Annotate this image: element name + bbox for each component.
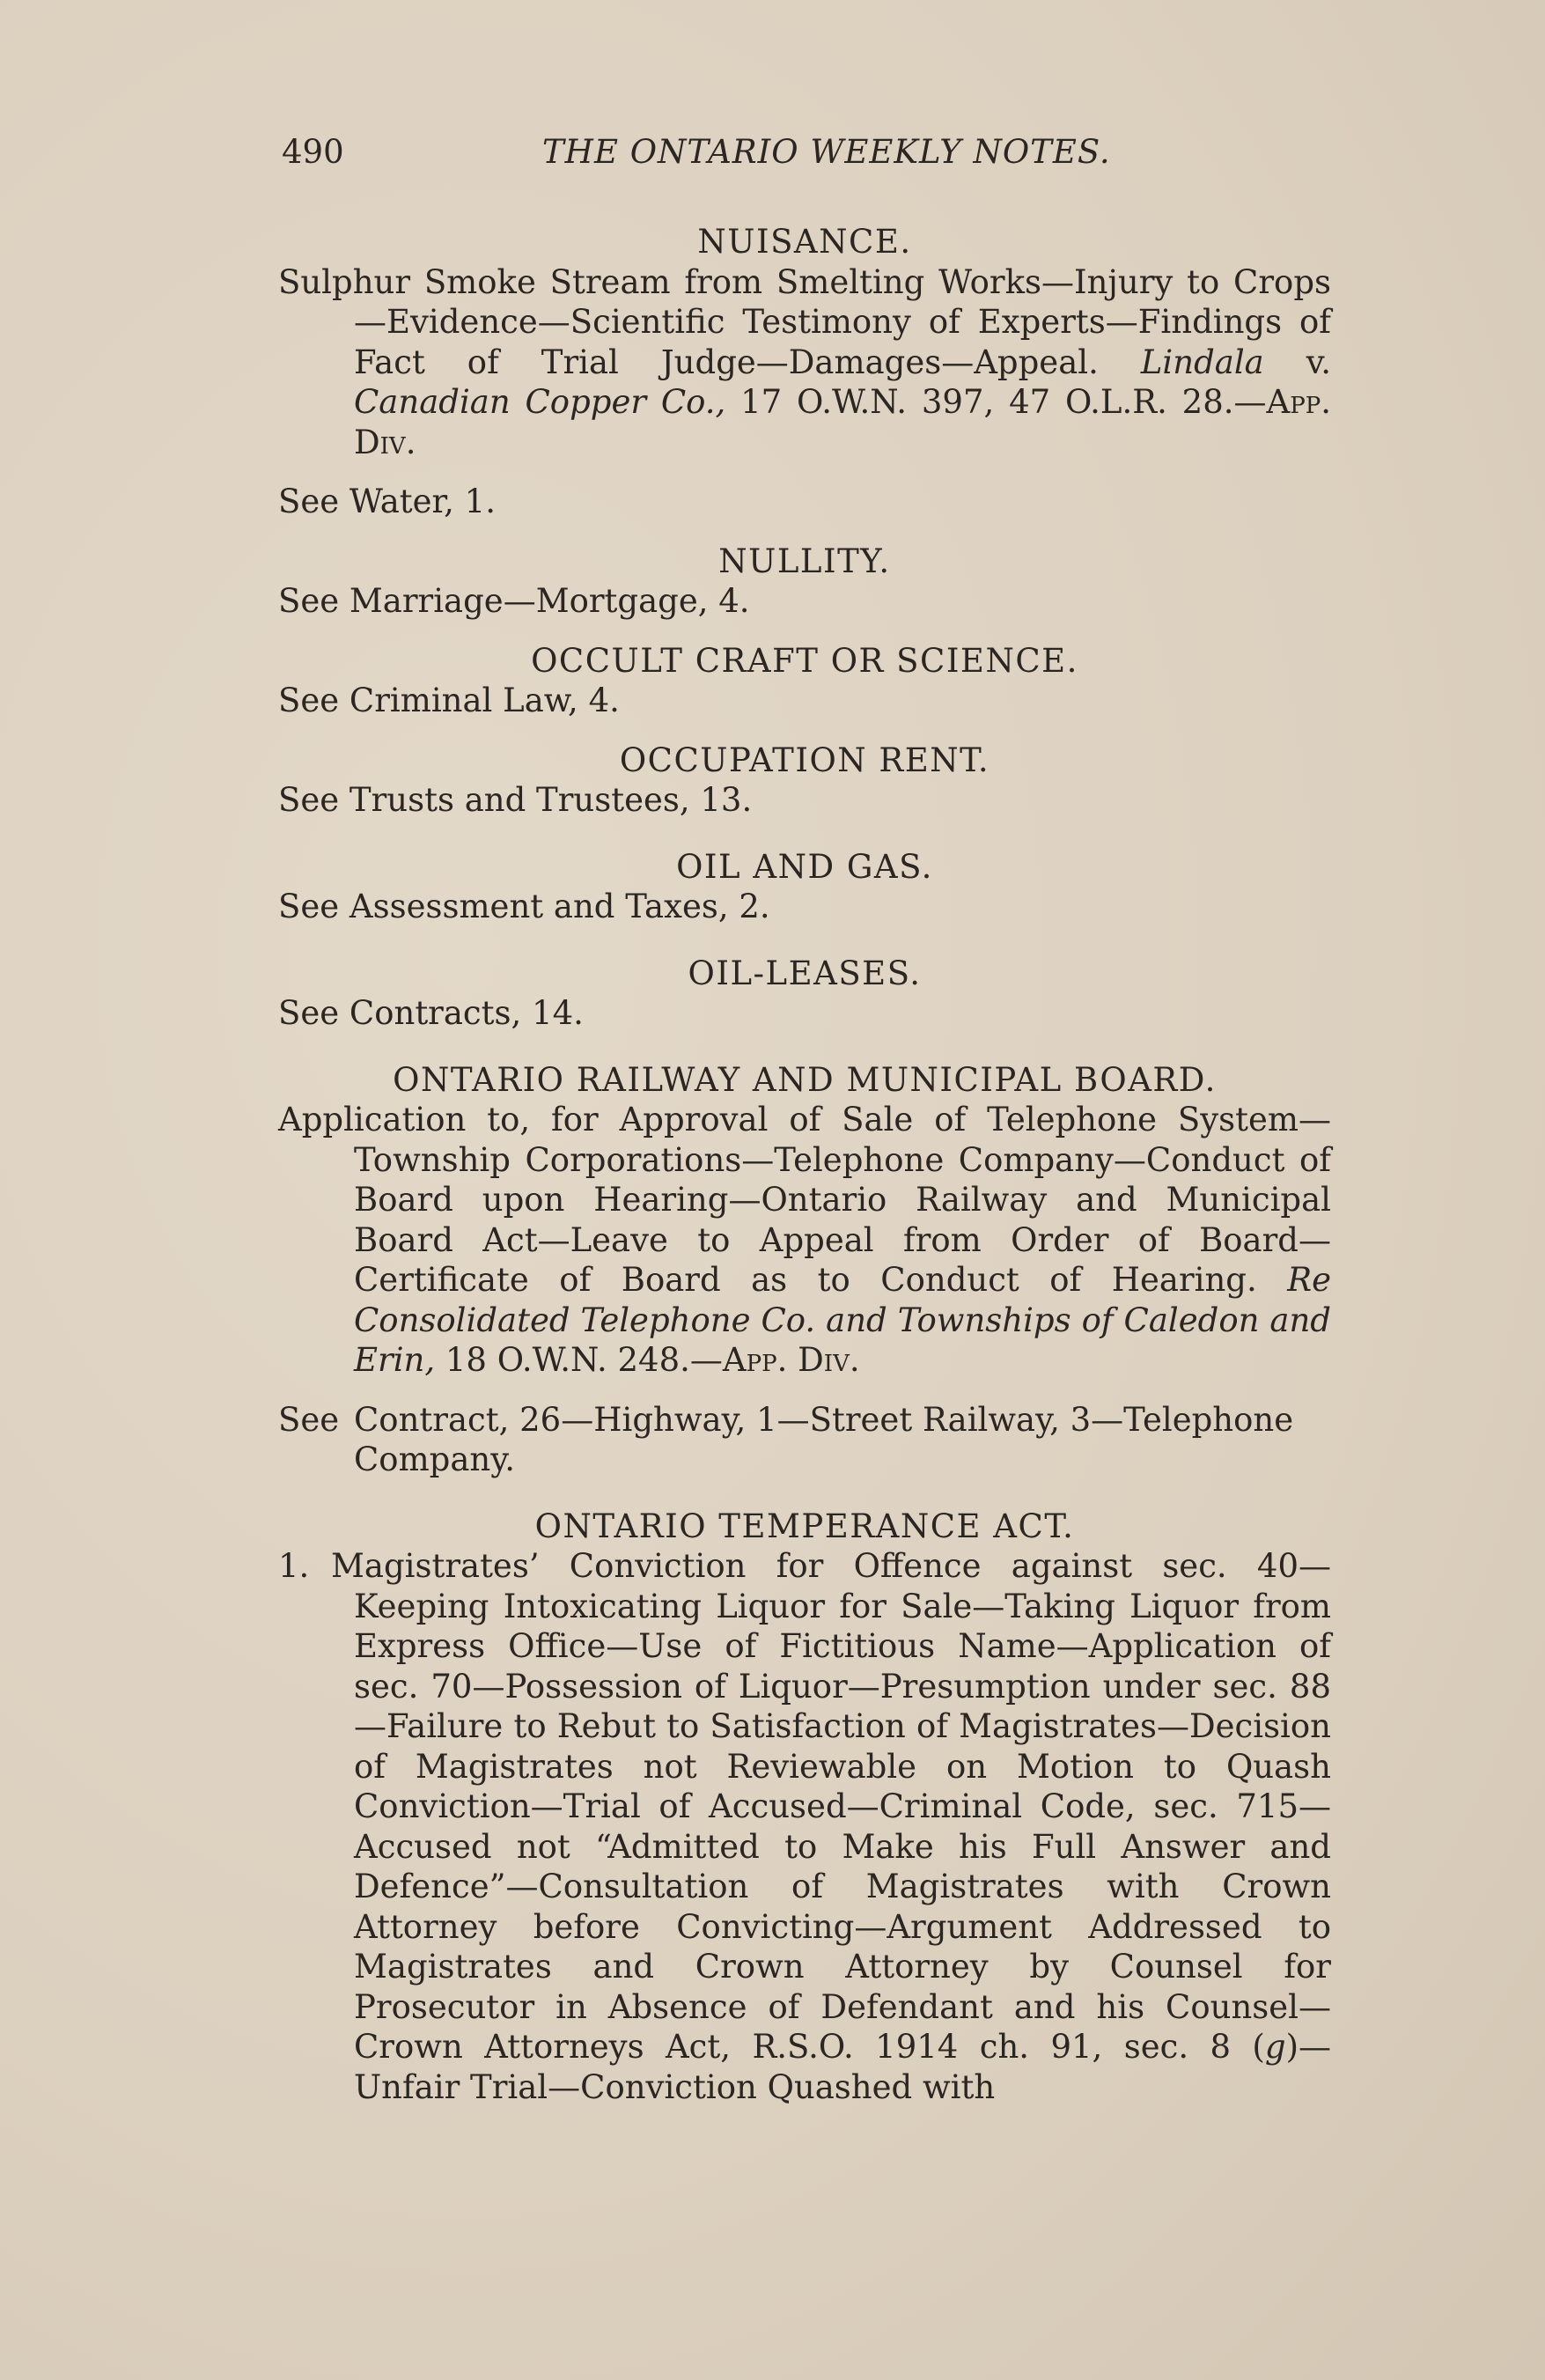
case-name-2: Canadian Copper Co., xyxy=(354,383,726,421)
heading-nullity: NULLITY. xyxy=(718,542,891,580)
heading-temperance: ONTARIO TEMPERANCE ACT. xyxy=(534,1507,1075,1545)
case-name: Re Consolidated Telephone Co. and Townships of Caledon and Erin, xyxy=(354,1261,1331,1379)
see-oil-leases: See Contracts, 14. xyxy=(278,994,584,1032)
page-number: 490 xyxy=(282,133,344,171)
versus: v. xyxy=(1263,343,1331,381)
entry-italic: g xyxy=(1264,2028,1286,2066)
court: App. Div. xyxy=(722,1341,860,1379)
see-nuisance: See Water, 1. xyxy=(278,483,496,520)
entry-nuisance xyxy=(278,262,1331,463)
see-oil-gas: See Assessment and Taxes, 2. xyxy=(278,888,770,925)
heading-occult: OCCULT CRAFT OR SCIENCE. xyxy=(531,641,1078,680)
see-occupation-rent: See Trusts and Trustees, 13. xyxy=(278,781,753,819)
see-word: See xyxy=(278,1400,340,1439)
running-head xyxy=(278,132,1331,185)
entry-text: Sulphur Smoke Stream from Smelting Works—Injury to Crops—Evidence—Scientific Testimony of Experts—Findings of Fact of Trial Judge—Damages—Appeal. xyxy=(278,262,1331,381)
see-nullity: See Marriage—Mortgage, 4. xyxy=(278,582,750,620)
heading-ontario-board: ONTARIO RAILWAY AND MUNICIPAL BOARD. xyxy=(393,1060,1217,1099)
see-occult: See Criminal Law, 4. xyxy=(278,682,620,719)
case-name: Lindala xyxy=(1140,343,1264,381)
heading-occupation-rent: OCCUPATION RENT. xyxy=(619,741,990,779)
entry-temperance-1 xyxy=(278,1546,1331,2107)
item-body xyxy=(331,1546,1331,2107)
citation: 17 O.W.N. 397, 47 O.L.R. 28.— xyxy=(725,383,1267,421)
item-number: 1. xyxy=(278,1547,310,1585)
running-title: THE ONTARIO WEEKLY NOTES. xyxy=(542,133,1111,171)
entry-text-end: )—Unfair Trial—Conviction Quashed with xyxy=(354,2028,1331,2106)
entry-text: Application to, for Approval of Sale of Telephone System—Township Corporations—Telephone Company—Conduct of Board upon Hearing—Ontario Railway and Municipal Board Act—Leave to Appeal from Order of Board—Certificate of Board as to Conduct of Hearing. xyxy=(278,1101,1331,1299)
page xyxy=(278,132,1331,2107)
citation: 18 O.W.N. 248.— xyxy=(435,1341,723,1379)
heading-nuisance: NUISANCE. xyxy=(697,223,912,261)
see-text: Contract, 26—Highway, 1—Street Railway, 3—Telephone Company. xyxy=(354,1400,1294,1478)
see-ontario-board xyxy=(278,1400,1331,1480)
heading-oil-gas: OIL AND GAS. xyxy=(676,847,933,886)
court: App. Div. xyxy=(354,383,1332,461)
heading-oil-leases: OIL-LEASES. xyxy=(688,954,922,992)
entry-text: Magistrates’ Conviction for Offence against sec. 40—Keeping Intoxicating Liquor for Sale—Taking Liquor from Express Office—Use of Fictitious Name—Application of sec. 70—Possession of Liquor—Presumption under sec. 88—Failure to Rebut to Satisfaction of Magistrates—Decision of Magistrates not Reviewable on Motion to Quash Conviction—Trial of Accused—Criminal Code, sec. 715—Accused not “Admitted to Make his Full Answer and Defence”—Consultation of Magistrates with Crown Attorney before Convicting—Argument Addressed to Magistrates and Crown Attorney by Counsel for Prosecutor in Absence of Defendant and his Counsel—Crown Attorneys Act, R.S.O. 1914 ch. 91, sec. 8 ( xyxy=(331,1547,1331,2066)
entry-ontario-board xyxy=(278,1100,1331,1381)
